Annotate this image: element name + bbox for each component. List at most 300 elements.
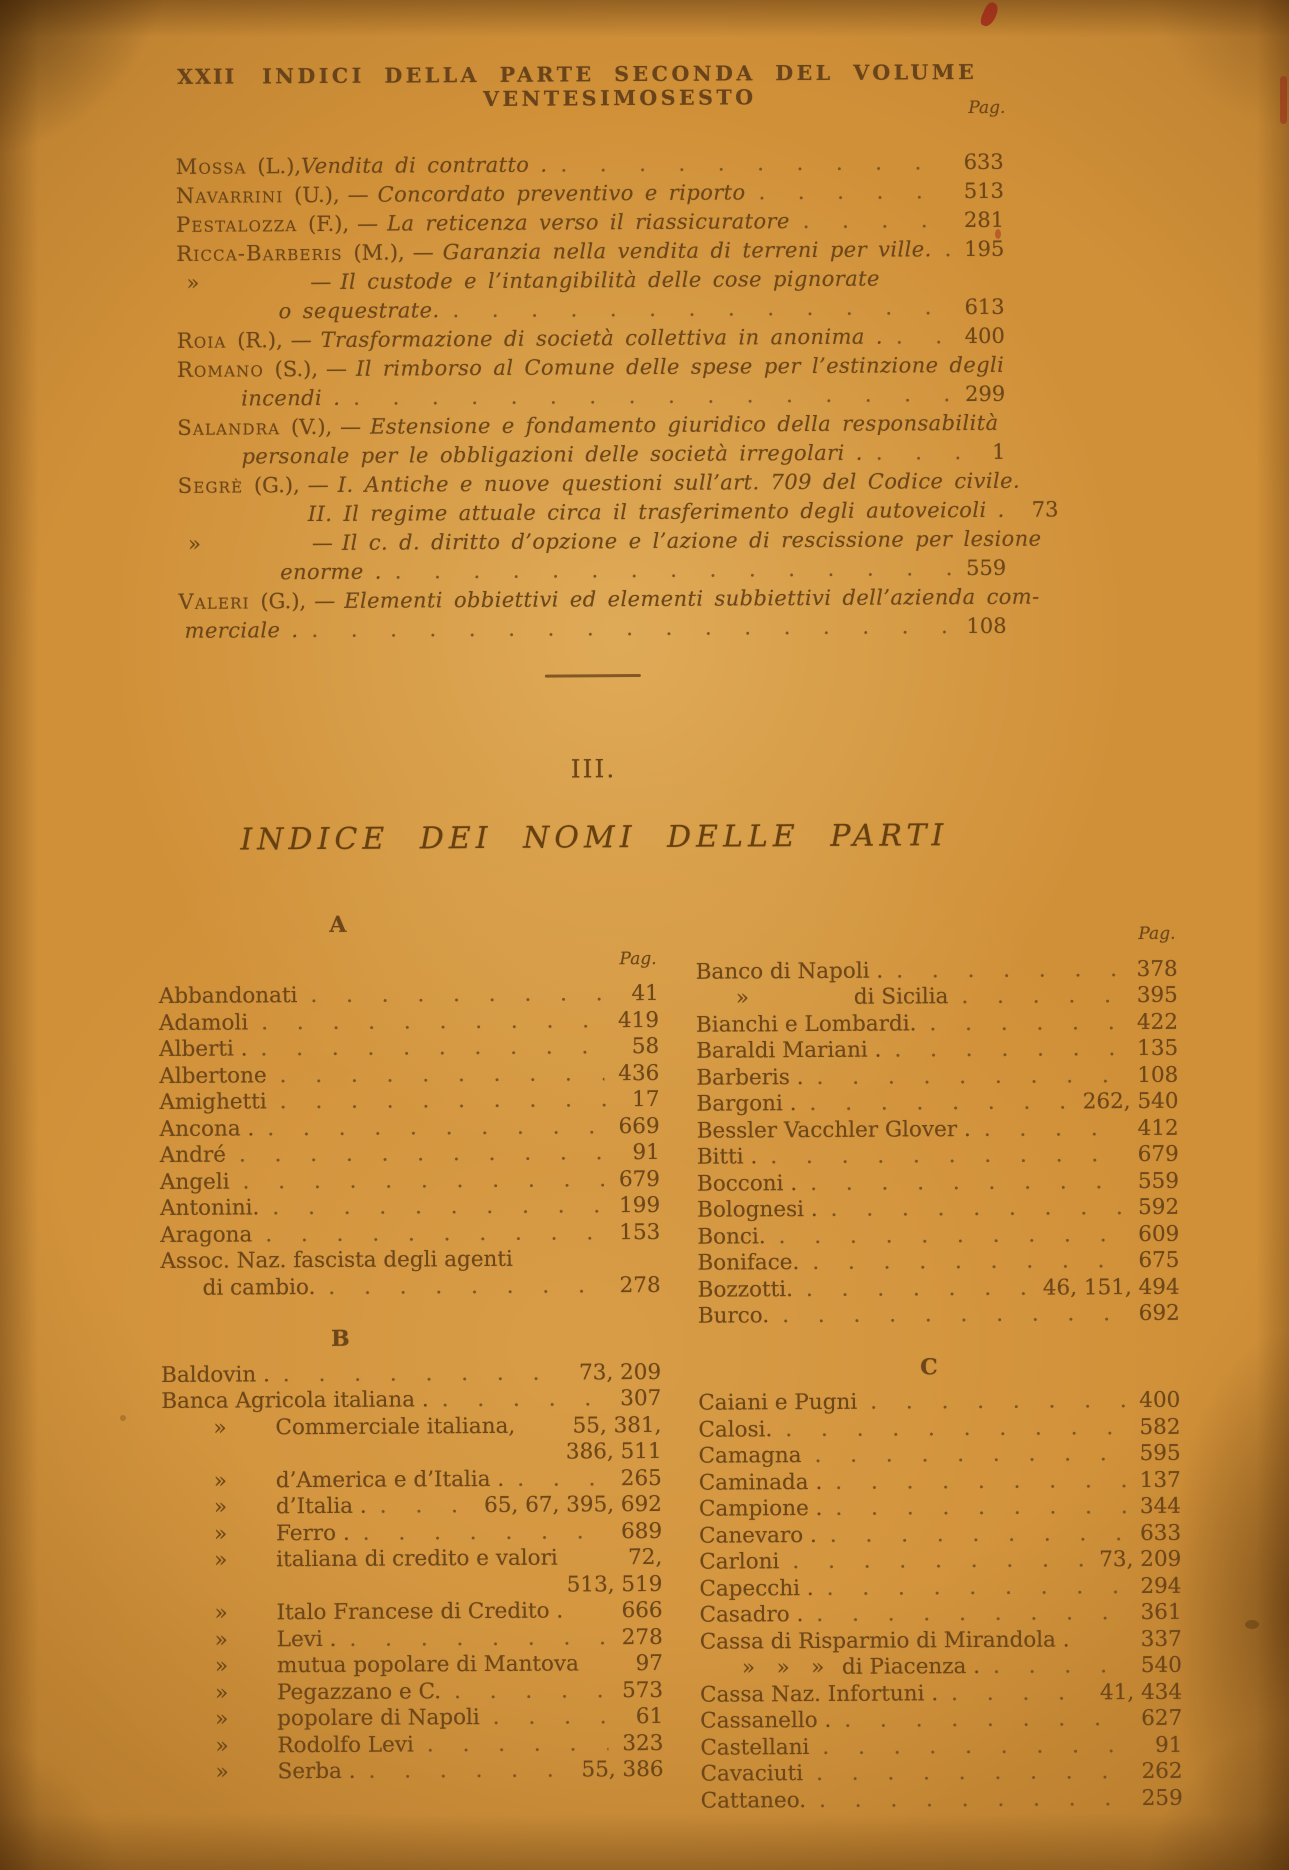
entry-text: incendi . — [241, 385, 341, 411]
dot-leader — [980, 1653, 1127, 1680]
index-row — [162, 1492, 662, 1522]
entry-text: Il c. d. diritto d’opzione e l’azione di rescissione per lesione — [341, 526, 1042, 555]
entry-text: Calosi. — [698, 1416, 773, 1443]
dot-leader — [822, 1468, 1126, 1496]
entry-text: Amighetti — [159, 1089, 267, 1115]
index-row — [696, 956, 1178, 985]
dot-leader — [883, 957, 1123, 985]
dot-leader — [817, 1521, 1126, 1549]
ditto-mark: » — [735, 985, 750, 1011]
dot-leader — [441, 1678, 608, 1706]
index-row — [159, 981, 659, 1011]
dot-leader — [863, 438, 979, 468]
page-number: 278 — [619, 1272, 661, 1298]
page-number: 613 — [964, 294, 1005, 320]
page-number: 73, 209 — [578, 1359, 662, 1385]
dot-leader — [801, 1441, 1125, 1469]
dot-leader — [267, 1087, 619, 1116]
author-initial: (F.), — [297, 211, 350, 237]
dot-leader — [796, 1089, 1068, 1117]
page-number: 627 — [1141, 1705, 1183, 1731]
dot-leader — [883, 322, 951, 351]
index-row — [160, 1113, 660, 1143]
entry-text: popolare di Napoli — [277, 1705, 480, 1732]
entry-text: Ferro . — [276, 1520, 350, 1546]
entry-text: Banco di Napoli . — [695, 958, 884, 985]
entry-text: Pegazzano e C. — [276, 1678, 442, 1705]
index-row — [163, 1651, 663, 1681]
entry-text: di cambio. — [202, 1274, 316, 1301]
column-ref-label: Pag. — [619, 948, 657, 969]
dot-leader — [797, 1169, 1124, 1197]
dash: — — [307, 472, 329, 498]
index-row — [699, 1441, 1181, 1470]
author-initial: (V.), — [280, 414, 333, 440]
index-row — [160, 1140, 660, 1170]
ditto-mark: » — [214, 1627, 228, 1653]
dot-leader — [948, 983, 1123, 1011]
entry-text: Bessler Vacchler Glover . — [696, 1116, 971, 1144]
dot-leader — [938, 1680, 1086, 1707]
entry-text: Camagna — [698, 1443, 802, 1469]
page-number: 323 — [622, 1730, 664, 1756]
page-number: 97 — [635, 1650, 663, 1677]
page-number: 199 — [618, 1192, 661, 1219]
entry-text: Boniface. — [697, 1250, 800, 1276]
page-ref-label: Pag. — [968, 97, 1006, 119]
ditto-mark: » — [215, 1680, 229, 1706]
index-row — [161, 1412, 661, 1442]
ditto-mark: » — [186, 270, 200, 295]
entry-text: Assoc. Naz. fascista degli agenti — [160, 1246, 513, 1274]
page-number: 46, 151, 494 — [1042, 1274, 1180, 1301]
entry-text: Ancona . — [159, 1115, 255, 1142]
index-group-rows — [698, 1388, 1183, 1815]
page-number: 337 — [1140, 1626, 1182, 1652]
index-row — [696, 1009, 1178, 1038]
index-row — [160, 1246, 660, 1276]
letter-heading: B — [331, 1325, 351, 1352]
index-row — [700, 1600, 1182, 1629]
page-number: 419 — [617, 1007, 660, 1033]
dot-leader — [772, 1415, 1125, 1444]
dot-leader — [803, 1600, 1126, 1628]
entry-text: Bozzotti. — [697, 1276, 794, 1303]
dash: — — [314, 588, 336, 614]
index-row — [163, 1624, 663, 1654]
dot-leader — [779, 1547, 1085, 1575]
entry-text: Bargoni . — [696, 1091, 797, 1117]
page-number: 55, 386 — [581, 1756, 664, 1783]
entry-text: II. Il regime attuale circa il trasferimento degli autoveicoli . — [307, 497, 1005, 527]
dot-leader — [480, 1704, 622, 1731]
page-number: 278 — [621, 1624, 663, 1650]
entry-text: La reticenza verso il riassicuratore — [387, 209, 790, 236]
dot-leader — [822, 1494, 1126, 1522]
dot-leader — [831, 1706, 1127, 1734]
names-index-left-column — [158, 910, 663, 1787]
entry-text: Bolognesi . — [697, 1196, 818, 1223]
page-number: 58 — [631, 1033, 660, 1060]
author-name: Pestalozza — [176, 212, 298, 237]
index-row — [700, 1679, 1182, 1708]
page-number: 395 — [1136, 982, 1178, 1008]
ditto-mark: » — [213, 1494, 228, 1520]
red-ink-mark — [995, 229, 1001, 239]
section-number: III. — [570, 754, 617, 784]
index-row — [185, 612, 1007, 646]
page-number: 436 — [618, 1060, 660, 1086]
entry-text: Canevaro . — [699, 1522, 817, 1549]
page-number: 1 — [992, 439, 1006, 464]
index-row — [163, 1704, 663, 1734]
entry-text: italiana di credito e valori — [276, 1545, 558, 1573]
letter-heading: A — [329, 911, 348, 938]
index-row — [699, 1547, 1181, 1576]
letter-heading: C — [920, 1353, 939, 1380]
dot-leader — [270, 1360, 565, 1388]
index-row — [742, 1653, 1182, 1682]
ditto-mark: » — [214, 1600, 228, 1626]
index-row — [701, 1785, 1183, 1814]
entry-text: di Sicilia — [853, 984, 949, 1010]
page-number: 135 — [1137, 1035, 1179, 1061]
page-number: 669 — [618, 1113, 660, 1139]
dot-leader — [230, 1167, 605, 1196]
names-index-right-column — [695, 907, 1183, 1815]
spacer — [513, 1265, 661, 1266]
index-row — [163, 1598, 663, 1628]
page-number: 400 — [1139, 1387, 1181, 1413]
page-number: 259 — [1141, 1785, 1183, 1811]
entry-text: André — [159, 1142, 227, 1168]
entry-text: Rodolfo Levi — [277, 1731, 414, 1758]
entry-text: Bonci. — [697, 1223, 766, 1250]
entry-text: Baraldi Mariani . — [696, 1037, 882, 1064]
dash: — — [340, 414, 362, 439]
ditto-mark: » — [215, 1706, 229, 1732]
entry-text: Bianchi e Lombardi. — [695, 1010, 917, 1038]
entry-text: Il custode e l’intangibilità delle cose pignorate — [340, 266, 880, 294]
index-row — [160, 1219, 660, 1249]
entry-text: Carloni — [699, 1549, 780, 1575]
dot-leader — [336, 1625, 607, 1653]
spacer — [880, 285, 1005, 286]
index-row — [696, 1089, 1178, 1118]
entry-text: Capecchi . — [699, 1575, 814, 1602]
entry-text: Banca Agricola italiana . — [161, 1387, 429, 1414]
dot-leader — [799, 1248, 1124, 1276]
page-number: 633 — [963, 149, 1004, 175]
page-number: 582 — [1139, 1414, 1181, 1440]
dot-leader — [298, 612, 952, 645]
entry-text: d’Italia . — [275, 1493, 367, 1520]
index-row — [696, 1036, 1178, 1065]
dash: — — [310, 269, 332, 295]
paper-blemish — [1245, 1620, 1259, 1629]
page-number: 675 — [1138, 1247, 1180, 1273]
dot-leader — [745, 177, 949, 207]
dot-leader — [382, 554, 953, 586]
dot-leader — [757, 1142, 1124, 1171]
section-divider — [545, 674, 641, 677]
dot-leader — [248, 1008, 604, 1037]
index-group-rows — [161, 1359, 664, 1786]
page-number: 540 — [1140, 1652, 1183, 1678]
page-number: 513 — [963, 178, 1004, 204]
entry-text: Cassa di Risparmio di Mirandola . — [699, 1626, 1070, 1655]
page-number: 61 — [635, 1703, 664, 1730]
entry-text: Garanzia nella vendita di terreni per ville. — [442, 237, 932, 265]
column-ref-label: Pag. — [1138, 923, 1176, 944]
page-number: 361 — [1140, 1599, 1182, 1625]
entry-text: Aragona — [160, 1221, 253, 1248]
page-number: 65, 67, 395, 692 — [484, 1491, 663, 1518]
entry-text: Albertone — [159, 1062, 267, 1089]
entry-text: I. Antiche e nuove questioni sull’art. 709 del Codice civile. — [337, 468, 1021, 497]
ditto-mark: » — [215, 1733, 229, 1759]
page-number: 262 — [1141, 1758, 1183, 1784]
entry-text: Antonini. — [160, 1195, 260, 1221]
page-number: 137 — [1139, 1467, 1181, 1493]
ditto-mark: » — [213, 1415, 227, 1441]
author-name: Roia — [176, 328, 227, 353]
entry-text: Il rimborso al Comune delle spese per l’estinzione degli — [355, 352, 1005, 381]
index-row — [696, 983, 1178, 1012]
entry-text: personale per le obbligazioni delle società irregolari . — [241, 440, 863, 469]
dot-leader — [367, 1493, 471, 1520]
dot-leader — [414, 1731, 609, 1759]
page-number: 633 — [1139, 1520, 1182, 1546]
dot-leader — [971, 1116, 1124, 1143]
index-group-rows — [159, 981, 661, 1302]
dash: — — [412, 240, 434, 265]
dot-leader — [350, 1519, 607, 1547]
page-header — [177, 60, 1003, 113]
index-row — [162, 1518, 662, 1548]
page-number: 412 — [1137, 1115, 1179, 1141]
entry-text: Campione . — [698, 1495, 823, 1522]
index-row — [697, 1248, 1179, 1277]
index-row — [697, 1168, 1179, 1197]
entry-text: Abbandonati — [158, 983, 298, 1009]
page-number: 307 — [620, 1385, 662, 1412]
index-row — [176, 235, 1004, 269]
dot-leader — [803, 1759, 1128, 1787]
entry-text: Cassanello . — [700, 1707, 832, 1734]
index-row — [700, 1732, 1182, 1761]
index-row — [163, 1757, 663, 1787]
page-number: 108 — [1137, 1062, 1179, 1088]
dot-leader — [267, 1061, 605, 1090]
index-row — [159, 1007, 659, 1037]
page-number: 195 — [964, 236, 1005, 262]
page-number: 679 — [1137, 1141, 1179, 1167]
entry-text: Barberis . — [696, 1064, 804, 1091]
index-row — [163, 1730, 663, 1760]
index-row — [161, 1386, 661, 1416]
entry-text: enorme . — [280, 559, 382, 585]
spacer — [162, 1591, 552, 1593]
dot-leader — [809, 1732, 1141, 1761]
index-row — [162, 1571, 662, 1601]
entry-text: Adamoli — [158, 1009, 249, 1036]
index-row — [697, 1195, 1179, 1224]
page-number: 344 — [1139, 1493, 1182, 1519]
index-group-rows — [696, 956, 1180, 1330]
dot-leader — [504, 1466, 607, 1493]
page-number: 609 — [1138, 1221, 1180, 1247]
red-ink-mark — [1280, 76, 1287, 124]
index-row — [698, 1388, 1180, 1417]
index-row — [701, 1759, 1183, 1788]
page-number: 91 — [1154, 1732, 1183, 1758]
dot-leader — [916, 1010, 1123, 1038]
entry-text: Castellani — [700, 1734, 810, 1761]
page-number: 73 — [1031, 497, 1059, 522]
entry-text: Bitti . — [696, 1144, 758, 1170]
page-number: 91 — [632, 1139, 660, 1166]
page-number: 153 — [619, 1219, 661, 1245]
page-number: 573 — [621, 1677, 664, 1703]
dot-leader — [297, 981, 617, 1009]
works-index-list — [175, 148, 1059, 646]
index-row — [162, 1465, 662, 1495]
page-number: 692 — [1138, 1300, 1180, 1326]
page-number: 72, — [627, 1544, 663, 1571]
dash: — — [357, 211, 379, 236]
index-row — [160, 1193, 660, 1223]
dot-leader — [252, 1220, 605, 1249]
ditto-mark: » — [215, 1759, 229, 1785]
author-name: Mossa — [175, 154, 247, 179]
index-row — [700, 1706, 1182, 1735]
index-row — [700, 1626, 1182, 1655]
entry-text: Casadro . — [699, 1602, 804, 1628]
author-initial: (S.), — [263, 356, 319, 382]
author-name: Segrè — [177, 473, 244, 498]
entry-text: Concordato preventivo e riporto — [377, 180, 746, 207]
entry-text: Commerciale italiana, — [275, 1413, 516, 1440]
entry-text: mutua popolare di Mantova — [276, 1651, 580, 1679]
author-name: Navarrini — [175, 183, 284, 208]
ditto-mark: » — [213, 1468, 228, 1494]
entry-text: merciale . — [184, 618, 299, 643]
author-name: Salandra — [177, 415, 281, 440]
dot-leader — [1005, 496, 1018, 525]
dot-leader — [429, 1386, 607, 1414]
page-number: 559 — [1137, 1168, 1180, 1194]
page-number: 592 — [1138, 1194, 1180, 1220]
entry-text: Vendita di contratto . — [300, 152, 548, 179]
index-row — [699, 1573, 1181, 1602]
entry-text: Baldovin . — [161, 1361, 270, 1388]
dot-leader — [259, 1193, 605, 1222]
index-row — [698, 1301, 1180, 1330]
ditto-mark: » — [214, 1547, 228, 1573]
dot-leader — [857, 1388, 1125, 1416]
index-row — [279, 293, 1005, 326]
entry-text: Trasformazione di società collettiva in anonima . — [320, 324, 884, 352]
index-row — [203, 1272, 661, 1301]
entry-text: » » » di Piacenza . — [741, 1653, 981, 1681]
index-row — [697, 1142, 1179, 1171]
index-row — [696, 1062, 1178, 1091]
dot-leader — [247, 1034, 617, 1063]
author-name: Ricca-Barberis — [176, 240, 343, 266]
author-initial: (L.), — [246, 154, 302, 179]
author-initial: (G.), — [243, 473, 300, 498]
entry-text: Italo Francese di Credito . — [276, 1598, 564, 1626]
page-number: 689 — [620, 1518, 663, 1544]
page-number: 281 — [963, 207, 1005, 233]
index-row — [241, 380, 1005, 414]
author-name: Romano — [176, 357, 265, 382]
page-number: 378 — [1136, 956, 1178, 982]
page-folio: XXII — [177, 64, 237, 89]
dash: — — [311, 530, 333, 556]
page-number: 262, 540 — [1082, 1088, 1179, 1115]
dot-leader — [355, 1757, 567, 1785]
dot-leader — [932, 235, 951, 264]
entry-text: Cassa Naz. Infortuni . — [700, 1680, 939, 1708]
entry-text: Estensione e fondamento giuridico della responsabilità — [370, 410, 999, 439]
dot-leader — [881, 1036, 1123, 1064]
paper-blemish — [120, 1415, 126, 1421]
page-number: 41 — [631, 980, 659, 1007]
ditto-mark: » — [214, 1521, 228, 1547]
entry-text: o sequestrate. — [278, 298, 440, 324]
page-number: 679 — [618, 1166, 661, 1192]
entry-text: d’America e d’Italia . — [275, 1466, 505, 1493]
entry-text: Serba . — [277, 1758, 356, 1785]
dot-leader — [766, 1222, 1125, 1251]
entry-text: Alberti . — [159, 1036, 248, 1062]
dot-leader — [814, 1574, 1127, 1602]
author-initial: (U.), — [283, 182, 340, 208]
page-number: 108 — [966, 613, 1007, 639]
index-row — [697, 1115, 1179, 1144]
author-name: Valeri — [178, 589, 250, 614]
entry-text: Caminada . — [698, 1469, 823, 1496]
page-number: 17 — [632, 1086, 660, 1113]
dash: — — [347, 182, 369, 207]
dot-leader — [790, 206, 950, 236]
ditto-mark: » — [187, 531, 201, 556]
page-number: 666 — [621, 1597, 663, 1624]
dot-leader — [254, 1114, 604, 1143]
index-row — [698, 1414, 1180, 1443]
page-number: 386, 511 — [565, 1438, 662, 1465]
dash: — — [325, 356, 348, 381]
index-row — [161, 1359, 661, 1389]
dot-leader — [226, 1140, 619, 1169]
page-number: 41, 434 — [1099, 1679, 1183, 1705]
index-row — [699, 1520, 1181, 1549]
entry-text: Cavaciuti — [700, 1761, 804, 1787]
index-row — [162, 1545, 662, 1575]
entry-text: Caiani e Pugni — [698, 1389, 858, 1416]
author-initial: (R.), — [226, 328, 283, 353]
author-initial: (M.), — [342, 240, 405, 265]
page-number: 400 — [964, 323, 1005, 349]
ditto-mark: » — [214, 1653, 229, 1679]
index-row — [280, 554, 1006, 587]
dot-leader — [340, 380, 951, 413]
entry-text: Cattaneo. — [700, 1787, 807, 1814]
page-number: 55, 381, — [572, 1412, 662, 1438]
page-number: 513, 519 — [566, 1571, 663, 1597]
